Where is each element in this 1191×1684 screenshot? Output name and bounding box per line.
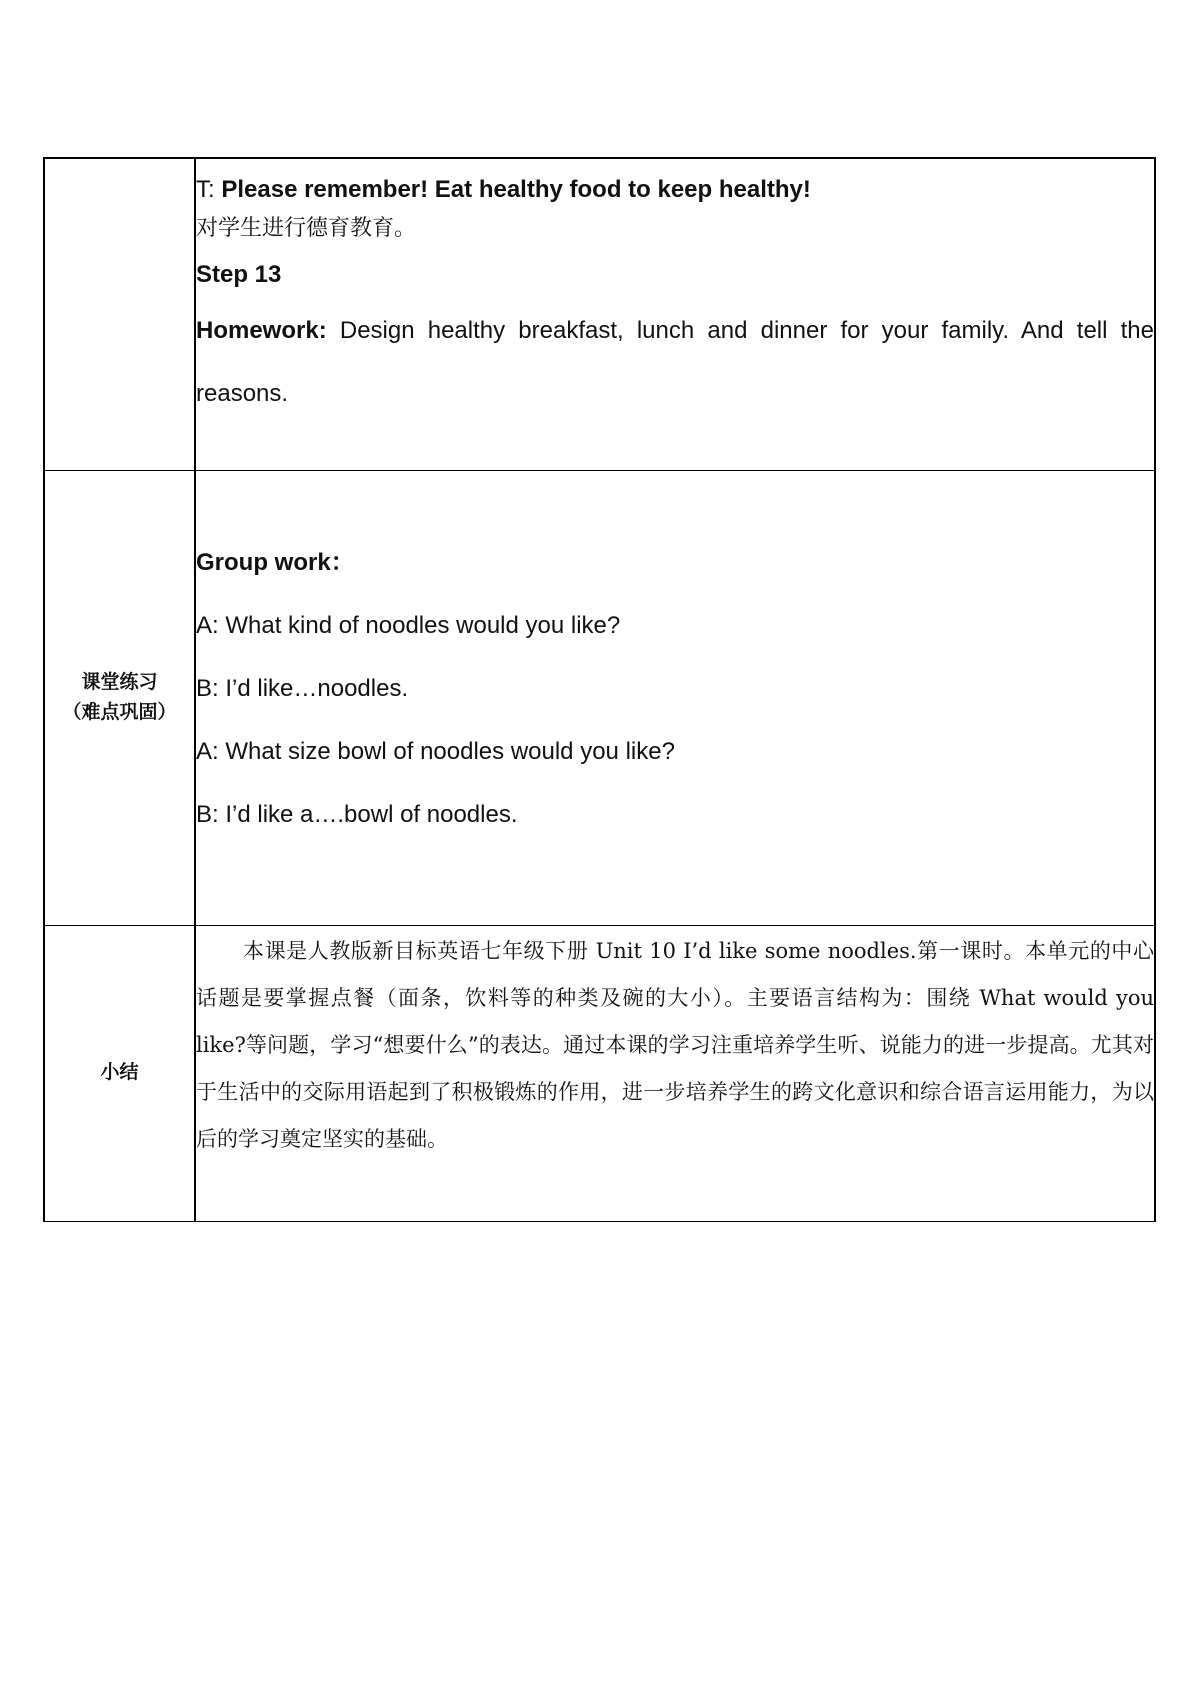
homework-label: Homework: (196, 317, 327, 344)
practice-label: 课堂练习 (81, 671, 158, 693)
dialogue-line: A: What size bowl of noodles would you like? (196, 737, 675, 765)
group-work-cell (195, 470, 1155, 925)
homework-cell (195, 158, 1155, 470)
dialogue-line: B: I’d like…noodles. (196, 674, 409, 702)
table-row (44, 158, 1155, 470)
dialogue-line: B: I’d like a….bowl of noodles. (196, 800, 518, 828)
table-row (44, 925, 1155, 1221)
summary-cell (195, 925, 1155, 1221)
step-heading: Step 13 (196, 261, 282, 288)
practice-sublabel: （难点巩固） (62, 701, 177, 723)
homework-text: Design healthy breakfast, lunch and dinner for your family. And tell the reasons. (196, 317, 1154, 407)
moral-education-note: 对学生进行德育教育。 (196, 216, 417, 241)
summary-paragraph: 本课是人教版新目标英语七年级下册 Unit 10 I’d like some noodles.第一课时。本单元的中心话题是要掌握点餐（面条，饮料等的种类及碗的大小）。主要语言结构为：围绕 What would you like?等问题，学习“想要什么”的表达。通过本课的学习注重培养学生听、说能力的进一步提高。尤其对于生活中的交际用语起到了积极锻炼的作用，进一步培养学生的跨文化意识和综合语言运用能力，为以后的学习奠定坚实的基础。 (196, 938, 1154, 1151)
group-work-title: Group work： (196, 548, 355, 576)
teacher-line: Please remember! Eat healthy food to keep healthy! (221, 176, 811, 203)
table-row (44, 470, 1155, 925)
dialogue-line: A: What kind of noodles would you like? (196, 611, 621, 639)
teacher-prefix: T: (196, 176, 222, 203)
row-label-practice (44, 470, 195, 925)
teacher-remark (196, 173, 1154, 207)
row-label-empty (44, 158, 195, 470)
lesson-plan-table (43, 157, 1156, 1222)
row-label-summary: 小结 (44, 925, 195, 1221)
homework-paragraph (196, 299, 1154, 425)
